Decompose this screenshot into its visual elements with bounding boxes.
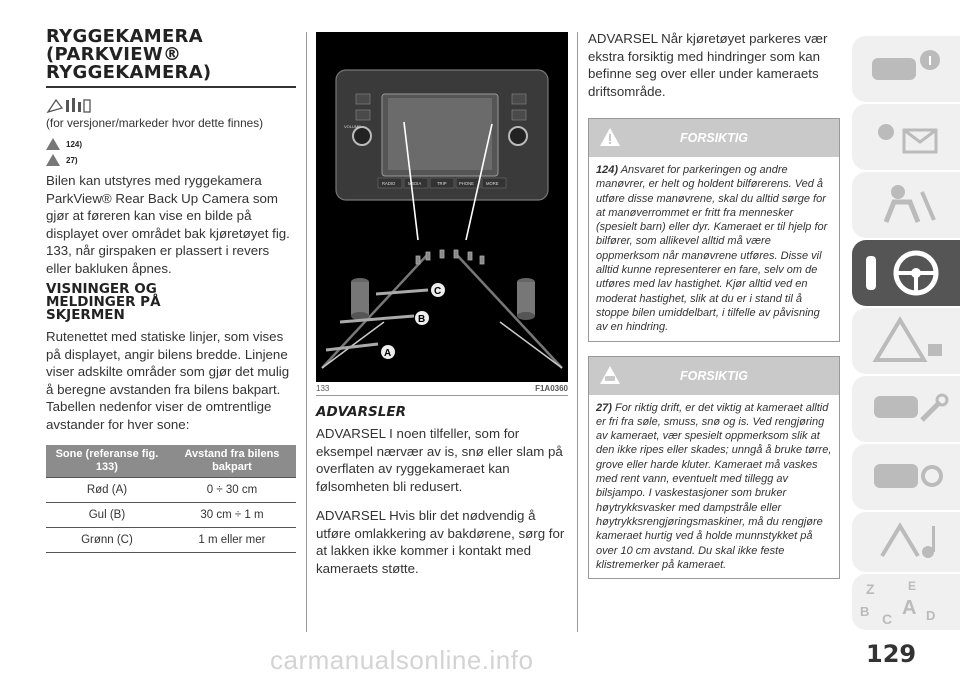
tab-safety[interactable] bbox=[852, 172, 960, 238]
phone-button-label: PHONE bbox=[459, 181, 474, 186]
table-header: Avstand fra bilens bakpart bbox=[168, 445, 296, 478]
steering-wheel-icon bbox=[852, 240, 960, 306]
caution-header: FORSIKTIG bbox=[589, 119, 839, 157]
intro-paragraph: Bilen kan utstyres med ryggekamera ParkView® Rear Back Up Camera som gjør at føreren kan vise en bilde på displayet over området bak kjøretøyet fig. 133, når girspaken er plassert i revers eller bakluken åpnes. bbox=[46, 173, 290, 276]
svg-text:B: B bbox=[418, 314, 426, 325]
table-row: Rød (A) 0 ÷ 30 cm bbox=[46, 478, 296, 503]
page-number: 129 bbox=[866, 640, 917, 668]
index-icon bbox=[852, 574, 960, 630]
figure-number: 133 bbox=[316, 384, 330, 393]
svg-text:D: D bbox=[926, 608, 936, 623]
tab-technical-data[interactable] bbox=[852, 444, 960, 510]
table-header-row bbox=[46, 445, 296, 478]
section-paragraph: Rutenettet med statiske linjer, som vises på displayet, angir bilens bredde. Linjene viser adskilte områder som gjør det mulig å beregne avstanden fra bilens bakpart. bbox=[46, 329, 290, 397]
trip-button-label: TRIP bbox=[437, 181, 447, 186]
title-line: RYGGEKAMERA) bbox=[46, 62, 212, 83]
figure-133 bbox=[316, 32, 568, 382]
svg-text:Z: Z bbox=[866, 581, 875, 597]
page-title bbox=[46, 28, 298, 82]
maintenance-icon bbox=[852, 376, 960, 442]
figure-caption bbox=[316, 384, 568, 396]
tab-starting-driving[interactable] bbox=[852, 240, 960, 306]
availability-note: (for versjoner/markeder hvor dette finnes) bbox=[46, 116, 264, 130]
volume-knob bbox=[353, 127, 371, 145]
caution-triangle-icon bbox=[46, 154, 60, 166]
table-row: Gul (B) 30 cm ÷ 1 m bbox=[46, 503, 296, 528]
caution-box bbox=[588, 118, 840, 342]
multimedia-icon bbox=[852, 512, 960, 572]
caution-body: 27) For riktig drift, er det viktig at kameraet alltid er fri fra søle, smuss, snø og is. Ved rengjøring av kameraet, vær spesielt oppmerksom slik at den ikke ripes eller skades; unngå å bruke tørre, grove eller harde kluter. Kameraet må vaskes med rent vann, eventuelt med tillegg av bilsjampo. I vaskestasjoner som bruker høytrykksvasker med dampstråle eller høytrykksrengjøringsmaskiner, må du rengjøre kameraet hurtig ved å holde munnstykket på over 10 cm avstand. Du skal ikke feste klistremerker på kameraet. bbox=[596, 401, 832, 571]
warning-triangle-icon bbox=[599, 126, 621, 153]
feature-availability-icon bbox=[46, 94, 298, 116]
title-underline bbox=[46, 86, 296, 88]
tab-multimedia[interactable] bbox=[852, 512, 960, 572]
caution-header: FORSIKTIG bbox=[589, 357, 839, 395]
column-left bbox=[46, 28, 298, 553]
svg-text:E: E bbox=[908, 579, 917, 593]
tab-maintenance[interactable] bbox=[852, 376, 960, 442]
media-button-label: MEDIA bbox=[408, 181, 422, 186]
svg-text:C: C bbox=[434, 286, 442, 297]
car-warning-icon bbox=[599, 364, 621, 391]
safety-icon bbox=[852, 172, 960, 238]
technical-data-icon bbox=[852, 444, 960, 510]
more-button-label: MORE bbox=[486, 181, 499, 186]
column-divider bbox=[577, 32, 578, 632]
tab-index[interactable] bbox=[852, 574, 960, 630]
emergency-icon bbox=[852, 308, 960, 374]
warning-triangle-icon bbox=[46, 138, 60, 150]
table-row: Grønn (C) 1 m eller mer bbox=[46, 528, 296, 553]
car-info-icon bbox=[852, 36, 960, 102]
svg-text:A: A bbox=[902, 597, 917, 619]
distance-table bbox=[46, 445, 296, 553]
watermark: carmanualsonline.info bbox=[270, 645, 534, 675]
warning-lights-icon bbox=[852, 104, 960, 170]
title-line: RYGGEKAMERA bbox=[46, 26, 203, 47]
figure-code: F1A0360 bbox=[535, 384, 568, 393]
svg-text:A: A bbox=[384, 348, 392, 359]
warning-paragraph: ADVARSEL Når kjøretøyet parkeres vær ekstra forsiktig med hindringer som kan befinne seg over eller under kameraets driftsområde. bbox=[588, 31, 828, 99]
column-right bbox=[588, 30, 840, 579]
caution-box bbox=[588, 356, 840, 580]
svg-text:B: B bbox=[860, 604, 870, 619]
warning-reference: 124) bbox=[46, 138, 298, 150]
svg-text:VOLUME: VOLUME bbox=[344, 124, 361, 129]
table-header: Sone (referanse fig. 133) bbox=[46, 445, 168, 478]
radio-button-label: RADIO bbox=[382, 181, 396, 186]
rear-camera-illustration bbox=[316, 32, 568, 382]
title-line: (PARKVIEW® bbox=[46, 44, 182, 65]
svg-text:C: C bbox=[882, 611, 893, 627]
caution-reference: 27) bbox=[46, 154, 298, 166]
section-title: VISNINGER OG MELDINGER PÅ SKJERMEN bbox=[46, 281, 161, 323]
column-divider bbox=[306, 32, 307, 632]
section-paragraph: Tabellen nedenfor viser de omtrentlige avstander for hver sone: bbox=[46, 399, 272, 432]
caution-body: 124) Ansvaret for parkeringen og andre manøvrer, er helt og holdent bilførerens. Ved å utføre disse manøvrene, skal du alltid sørge for at manøverrommet er fritt fra mennesker (spesielt barn) eller dyr. Kameraet er til hjelp for bilfører, som allikevel alltid må være oppmerksom når manøvrene utføres. Disse vil alltid kunne representerer en fare, selv om de utføres med lav hastighet. Kjør alltid ved en moderat hastighet, slik at du er i stand til å stoppe bilen umiddelbart, i tilfelle av påvisning av en hindring. bbox=[596, 164, 828, 334]
tab-car-info[interactable] bbox=[852, 36, 960, 102]
warning-paragraph: ADVARSEL Hvis blir det nødvendig å utføre omlakkering av bakdørene, sørg for at lakken ikke kommer i kontakt med kameraets støtte. bbox=[316, 508, 565, 576]
warning-paragraph: ADVARSEL I noen tilfeller, som for eksempel nærvær av is, snø eller slam på overflaten av ryggekameraet kan følsomheten bli redusert. bbox=[316, 426, 563, 494]
browse-knob bbox=[509, 127, 527, 145]
tab-emergency[interactable] bbox=[852, 308, 960, 374]
section-title-warnings: ADVARSLER bbox=[316, 404, 406, 420]
tab-warning-lights[interactable] bbox=[852, 104, 960, 170]
column-middle bbox=[316, 32, 568, 577]
